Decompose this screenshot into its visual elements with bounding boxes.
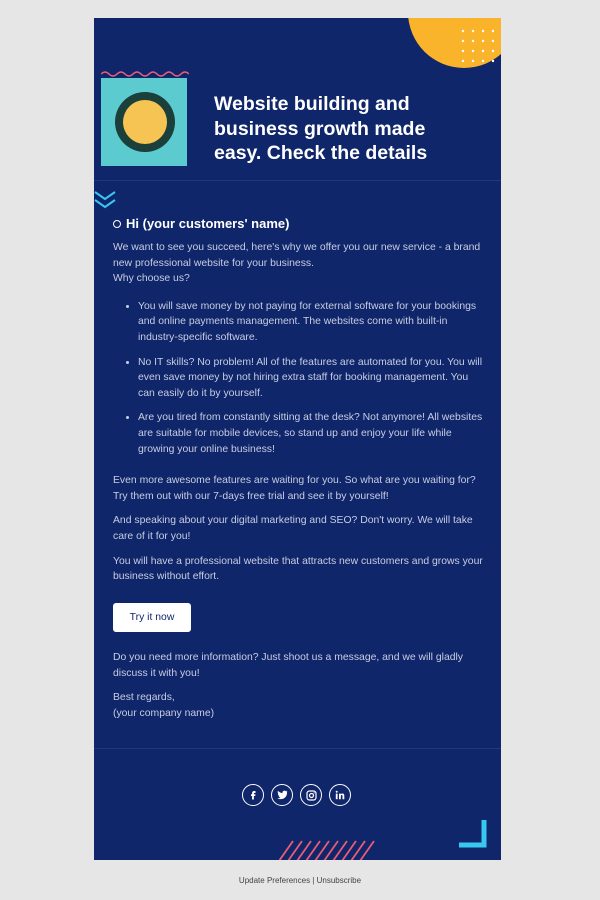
benefits-list [113,299,483,457]
instagram-icon[interactable] [300,784,322,806]
paragraph: And speaking about your digital marketing and SEO? Don't worry. We will take care of it for you! [113,515,473,542]
paragraph: You will have a professional website that attracts new customers and grows your business without effort. [113,555,483,583]
divider [94,180,501,181]
divider [94,748,501,749]
unsubscribe-link[interactable]: Unsubscribe [316,876,362,885]
headline: Website building and business growth made easy. Check the details [214,93,428,164]
facebook-icon[interactable] [242,784,264,806]
try-it-now-button[interactable]: Try it now [113,603,191,633]
company-name: (your company name) [113,708,215,720]
decorative-corner [459,820,489,850]
hero-circle-icon [115,92,175,152]
greeting-text: Hi (your customers' name) [126,216,290,231]
update-preferences-link[interactable]: Update Preferences [238,876,311,885]
decorative-wave [101,70,189,78]
list-item: • You will save money by not paying for external software for your bookings and online payments management. The websites come with built-in industry-specific software. [138,299,483,346]
intro-text: We want to see you succeed, here's why we offer you our new service - a brand new professional website for your business. [113,242,481,269]
linkedin-icon[interactable] [329,784,351,806]
paragraph: Do you need more information? Just shoot us a message, and we will gladly discuss it with you! [113,652,464,679]
chevrons-icon [94,190,116,210]
hero-illustration [101,78,187,166]
social-links [242,784,351,806]
why-text: Why choose us? [113,273,190,285]
footer [0,876,600,885]
decorative-stripes [279,840,379,860]
decorative-dots [460,28,500,68]
paragraph: Even more awesome features are waiting for you. So what are you waiting for? Try them out with our 7-days free trial and see it by yourself! [113,475,476,502]
footer-separator: | [310,876,317,885]
twitter-icon[interactable] [271,784,293,806]
email-card [94,18,501,860]
sign-off: Best regards, [113,692,175,704]
list-item: • Are you tired from constantly sitting at the desk? Not anymore! All websites are suitable for mobile devices, so stand up and enjoy your life while growing your online business! [138,410,483,457]
greeting [113,216,483,232]
email-body [113,216,483,731]
circle-icon [113,220,121,228]
list-item: • No IT skills? No problem! All of the features are automated for you. You will even save money by not hiring extra staff for booking management. You can easily do it by yourself. [138,355,483,402]
